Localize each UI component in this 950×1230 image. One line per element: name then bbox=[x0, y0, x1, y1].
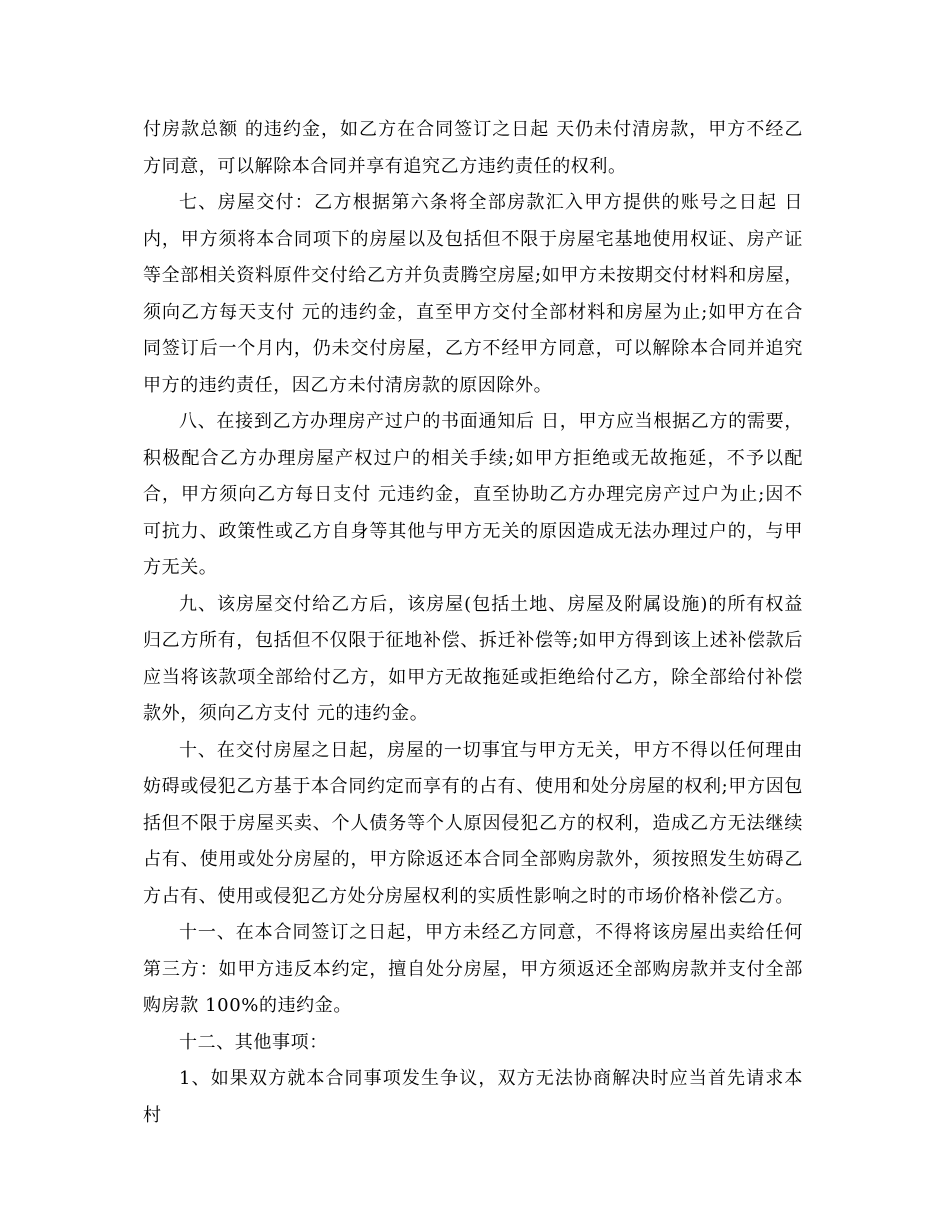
paragraph-clause-7-delivery: 七、房屋交付：乙方根据第六条将全部房款汇入甲方提供的账号之日起 日内，甲方须将本合同项下的房屋以及包括但不限于房屋宅基地使用权证、房产证等全部相关资料原件交付给乙方并负责腾空房屋;如甲方未按期交付材料和房屋，须向乙方每天支付 元的违约金，直至甲方交付全部材料和房屋为止;如甲方在合同签订后一个月内，仍未交付房屋，乙方不经甲方同意，可以解除本合同并追究甲方的违约责任，因乙方未付清房款的原因除外。 bbox=[143, 192, 803, 396]
document-body bbox=[143, 112, 803, 1134]
paragraph-clause-12-item-1: 1、如果双方就本合同事项发生争议，双方无法协商解决时应当首先请求本村 bbox=[143, 1068, 803, 1126]
paragraph-clause-10-possession: 十、在交付房屋之日起，房屋的一切事宜与甲方无关，甲方不得以任何理由妨碍或侵犯乙方基于本合同约定而享有的占有、使用和处分房屋的权利;甲方因包括但不限于房屋买卖、个人债务等个人原因侵犯乙方的权利，造成乙方无法继续占有、使用或处分房屋的，甲方除返还本合同全部购房款外，须按照发生妨碍乙方占有、使用或侵犯乙方处分房屋权利的实质性影响之时的市场价格补偿乙方。 bbox=[143, 739, 803, 907]
paragraph-clause-9-ownership: 九、该房屋交付给乙方后，该房屋(包括土地、房屋及附属设施)的所有权益归乙方所有，包括但不仅限于征地补偿、拆迁补偿等;如甲方得到该上述补偿款后应当将该款项全部给付乙方，如甲方无故拖延或拒绝给付乙方，除全部给付补偿款外，须向乙方支付 元的违约金。 bbox=[143, 593, 803, 724]
paragraph-penalty-continuation: 付房款总额 的违约金，如乙方在合同签订之日起 天仍未付清房款，甲方不经乙方同意，可以解除本合同并享有追究乙方违约责任的权利。 bbox=[143, 119, 803, 177]
paragraph-clause-12-heading: 十二、其他事项： bbox=[179, 1031, 328, 1053]
paragraph-clause-11-no-resale: 十一、在本合同签订之日起，甲方未经乙方同意，不得将该房屋出卖给任何第三方：如甲方违反本约定，擅自处分房屋，甲方须返还全部购房款并支付全部购房款 100%的违约金。 bbox=[143, 922, 803, 1016]
paragraph-clause-8-transfer: 八、在接到乙方办理房产过户的书面通知后 日，甲方应当根据乙方的需要，积极配合乙方办理房屋产权过户的相关手续;如甲方拒绝或无故拖延，不予以配合，甲方须向乙方每日支付 元违约金，直至协助乙方办理完房产过户为止;因不可抗力、政策性或乙方自身等其他与甲方无关的原因造成无法办理过户的，与甲方无关。 bbox=[143, 411, 803, 578]
